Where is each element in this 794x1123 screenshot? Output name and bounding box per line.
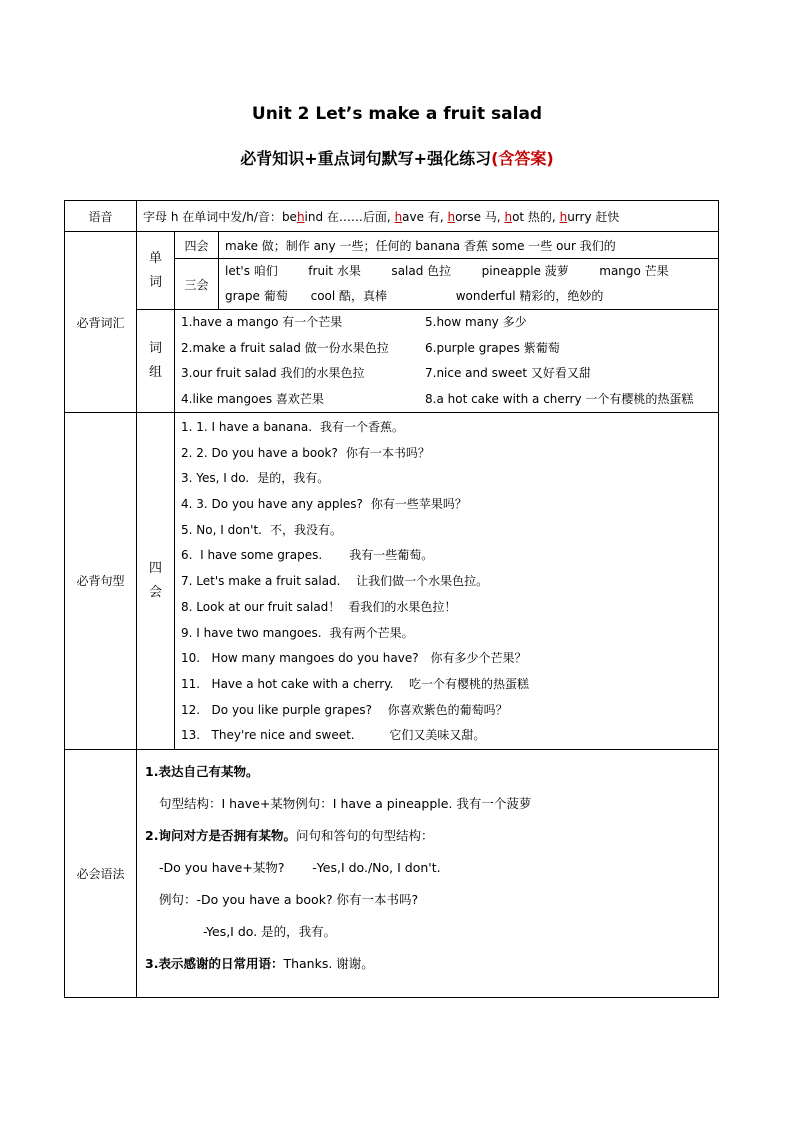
grammar-point-2-heading (145, 820, 718, 852)
phonics-word-part: orse 马, (455, 209, 501, 224)
phrase-list (175, 310, 719, 413)
phonics-highlight: h (394, 209, 403, 224)
phonics-content (137, 201, 719, 232)
phonics-highlight: h (559, 209, 568, 224)
sentence-item: 3. Yes, I do. 是的，我有。 (181, 471, 330, 486)
sentences-row (65, 413, 719, 750)
sentences-level-label: 四 会 (137, 413, 175, 750)
grammar-point-1-title: 1.表达自己有某物。 (145, 763, 259, 779)
subtitle-answer-note: (含答案) (491, 149, 554, 168)
grammar-point-3-body: Thanks. 谢谢。 (283, 955, 374, 971)
knowledge-table (64, 200, 719, 998)
sentences-label: 必背句型 (65, 413, 137, 750)
phrase-item: 5.how many 多少 (425, 315, 527, 329)
phonics-highlight: h (296, 209, 305, 224)
sentence-item: 5. No, I don't. 不，我没有。 (181, 522, 342, 537)
phonics-label: 语音 (65, 201, 137, 232)
subtitle-main: 必背知识+重点词句默写+强化练习 (240, 149, 492, 168)
sentence-item: 12. Do you like purple grapes? 你喜欢紫色的葡萄吗？ (181, 702, 508, 717)
phrase-item: 8.a hot cake with a cherry 一个有樱桃的热蛋糕 (425, 391, 694, 406)
vocab-phrase-row (65, 310, 719, 413)
four-skill-words: make 做；制作 any 一些；任何的 banana 香蕉 some 一些 our 我们的 (219, 232, 719, 259)
sentence-list (175, 413, 719, 750)
sentence-item: 2. 2. Do you have a book? 你有一本书吗？ (181, 445, 430, 460)
phrase-row (181, 387, 718, 413)
grammar-point-2-answer: -Yes,I do. 是的，我有。 (203, 923, 337, 939)
sentence-item: 1. 1. I have a banana. 我有一个香蕉。 (181, 420, 405, 434)
sentence-item: 4. 3. Do you have any apples? 你有一些苹果吗？ (181, 497, 467, 512)
four-skill-label: 四会 (175, 232, 219, 259)
phrase-item: 4.like mangoes 喜欢芒果 (181, 391, 324, 406)
sentence-item: 6. I have some grapes. 我有一些葡萄。 (181, 548, 434, 563)
phrase-row (181, 310, 718, 336)
vocab-four-row (65, 232, 719, 259)
phrase-item: 2.make a fruit salad 做一份水果色拉 (181, 340, 389, 355)
phrase-item: 3.our fruit salad 我们的水果色拉 (181, 366, 365, 380)
phonics-word-part: ot 热的, (512, 209, 556, 224)
phonics-prefix: 字母 h 在单词中发/h/音： (143, 209, 282, 224)
phonics-highlight: h (504, 209, 513, 224)
grammar-row (65, 749, 719, 997)
page-subtitle (0, 146, 794, 169)
phrase-item: 1.have a mango 有一个芒果 (181, 315, 343, 329)
sentence-item: 8. Look at our fruit salad！ 看我们的水果色拉！ (181, 599, 457, 614)
phonics-word-part: ind 在……后面, (304, 209, 391, 224)
grammar-label: 必会语法 (65, 749, 137, 997)
sentence-item: 11. Have a hot cake with a cherry. 吃一个有樱桃的热蛋糕 (181, 676, 530, 691)
words-label: 单 词 (137, 232, 175, 310)
sentence-item: 7. Let's make a fruit salad. 让我们做一个水果色拉。 (181, 574, 489, 589)
phonics-word-part: ave 有, (402, 209, 444, 224)
sentence-item: 9. I have two mangoes. 我有两个芒果。 (181, 625, 414, 640)
three-skill-line-2: grape 葡萄 cool 酷，真棒 wonderful 精彩的，绝妙的 (225, 289, 604, 303)
sentence-item: 13. They're nice and sweet. 它们又美味又甜。 (181, 728, 486, 743)
sentence-item: 10. How many mangoes do you have? 你有多少个芒果？ (181, 651, 527, 666)
page-title: Unit 2 Let’s make a fruit salad (251, 104, 543, 124)
grammar-point-3-title: 3.表示感谢的日常用语： (145, 955, 284, 971)
phonics-word-part: be (281, 209, 297, 224)
three-skill-label: 三会 (175, 259, 219, 310)
three-skill-line-1: let's 咱们 fruit 水果 salad 色拉 pineapple 菠萝 mango 芒果 (225, 264, 669, 278)
phrase-row (181, 336, 718, 362)
phonics-word-part: urry 赶快 (567, 209, 620, 224)
phonics-highlight: h (447, 209, 456, 224)
phonics-row (65, 201, 719, 232)
grammar-point-1-body: 句型结构：I have+某物例句：I have a pineapple. 我有一个菠萝 (159, 795, 532, 811)
grammar-point-2-title: 2.询问对方是否拥有某物。 (145, 827, 296, 843)
phrase-item: 6.purple grapes 紫葡萄 (425, 340, 560, 355)
grammar-point-2-structure: -Do you have+某物? -Yes,I do./No, I don't. (159, 859, 441, 875)
phrase-item: 7.nice and sweet 又好看又甜 (425, 366, 591, 380)
grammar-point-2-tail: 问句和答句的句型结构： (295, 827, 434, 843)
grammar-content (137, 749, 719, 997)
phrase-row (181, 361, 718, 387)
grammar-point-3 (145, 948, 718, 980)
grammar-point-2-example: 例句：-Do you have a book? 你有一本书吗? (159, 891, 419, 907)
vocab-label: 必背词汇 (65, 232, 137, 413)
three-skill-words (219, 259, 719, 310)
phrases-label: 词 组 (137, 310, 175, 413)
